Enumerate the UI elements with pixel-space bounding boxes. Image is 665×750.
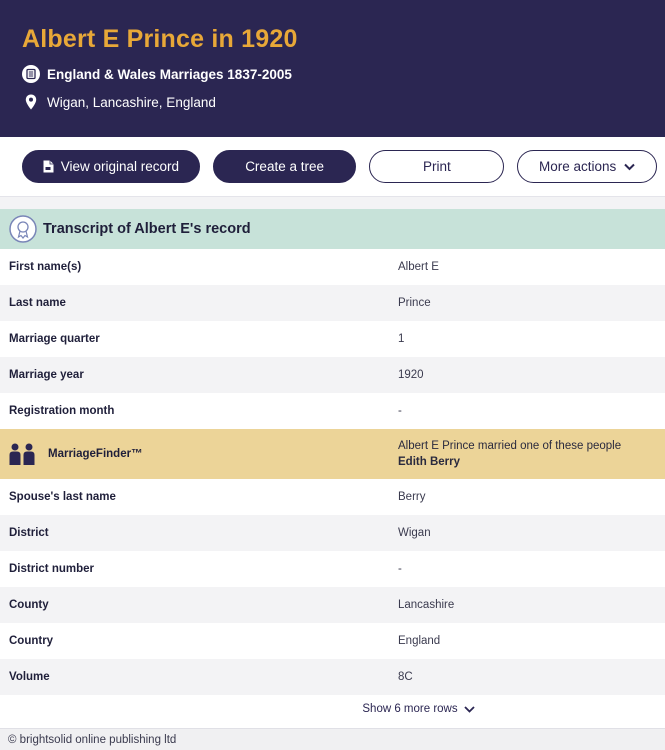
field-label: Marriage quarter: [9, 333, 100, 345]
copyright-text: © brightsolid online publishing ltd: [8, 733, 177, 746]
field-value: Lancashire: [398, 599, 455, 611]
location-text: Wigan, Lancashire, England: [47, 94, 216, 110]
marriage-finder-text: Albert E Prince married one of these people: [398, 440, 622, 452]
create-tree-button[interactable]: [213, 150, 357, 183]
marriage-finder-label: MarriageFinder™: [48, 448, 143, 460]
table-row: [0, 659, 665, 695]
table-row: [0, 623, 665, 659]
chevron-down-icon: [464, 706, 475, 713]
field-value: 1: [398, 333, 405, 345]
field-label: District number: [9, 563, 94, 575]
table-row: [0, 551, 665, 587]
table-row: [0, 515, 665, 551]
more-actions-label: More actions: [538, 159, 617, 174]
print-label: Print: [422, 159, 451, 174]
field-value: 1920: [398, 369, 424, 381]
view-original-label: View original record: [60, 159, 179, 174]
collection-row: [22, 63, 643, 85]
page-title: Albert E Prince in 1920: [22, 25, 298, 53]
field-value: Albert E: [398, 261, 439, 273]
seal-icon: [9, 215, 37, 243]
couple-icon: [9, 443, 35, 465]
field-label: District: [9, 527, 49, 539]
marriage-finder-label-cell: [0, 443, 398, 465]
table-row: [0, 321, 665, 357]
field-value: -: [398, 563, 402, 575]
field-value: 8C: [398, 671, 413, 683]
more-actions-button[interactable]: [517, 150, 657, 183]
field-label: Spouse's last name: [9, 491, 116, 503]
chevron-down-icon: [624, 163, 635, 171]
transcript-table: [0, 249, 665, 723]
record-book-icon: [22, 65, 40, 83]
action-bar: [0, 137, 665, 197]
field-label: County: [9, 599, 49, 611]
spacer: [0, 197, 665, 209]
field-value: Berry: [398, 491, 426, 503]
spouse-link[interactable]: Edith Berry: [398, 456, 460, 468]
marriage-finder-value: [398, 438, 621, 470]
table-row: [0, 285, 665, 321]
field-label: Volume: [9, 671, 50, 683]
table-row: [0, 357, 665, 393]
create-tree-label: Create a tree: [245, 159, 324, 174]
table-row: [0, 393, 665, 429]
print-button[interactable]: [369, 150, 504, 183]
map-pin-icon: [22, 93, 40, 111]
field-label: Marriage year: [9, 369, 84, 381]
record-header: [0, 0, 665, 137]
transcript-title: Transcript of Albert E's record: [43, 221, 251, 237]
field-label: Registration month: [9, 405, 115, 417]
marriage-finder-row: [0, 429, 665, 479]
field-value: Wigan: [398, 527, 431, 539]
table-row: [0, 249, 665, 285]
field-label: First name(s): [9, 261, 82, 273]
field-label: Last name: [9, 297, 66, 309]
table-row: [0, 479, 665, 515]
field-value: England: [398, 635, 441, 647]
document-icon: [43, 160, 54, 173]
location-row: [22, 91, 643, 113]
show-more-label: Show 6 more rows: [362, 703, 458, 715]
field-value: Prince: [398, 297, 431, 309]
transcript-section-header: [0, 209, 665, 249]
show-more-rows-button[interactable]: [0, 695, 665, 723]
collection-name: England & Wales Marriages 1837-2005: [47, 66, 292, 82]
view-original-record-button[interactable]: [22, 150, 200, 183]
field-label: Country: [9, 635, 54, 647]
table-row: [0, 587, 665, 623]
footer: [0, 728, 665, 750]
field-value: -: [398, 405, 402, 417]
